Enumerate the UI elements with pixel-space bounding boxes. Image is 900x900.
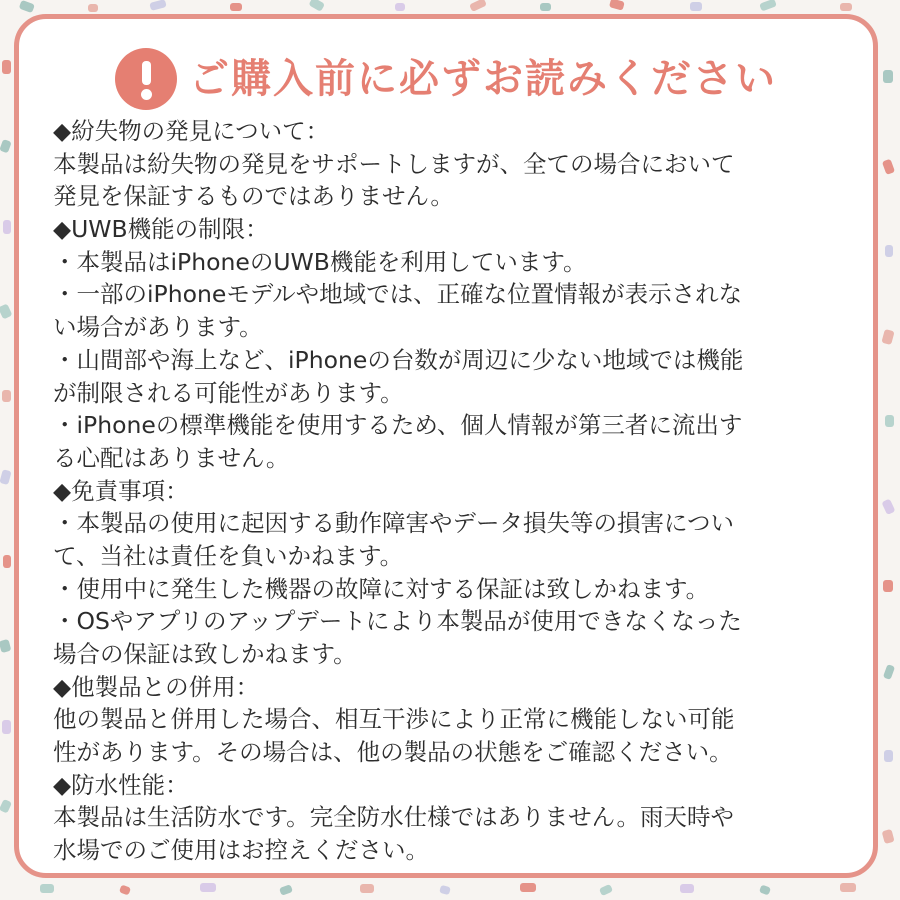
bullet-line: ・OSやアプリのアップデートにより本製品が使用できなくなった: [53, 607, 742, 636]
notice-title: ご購入前に必ずお読みください: [189, 56, 777, 102]
bullet-line: て、当社は責任を負いかねます。: [53, 541, 404, 570]
bullet-line: ・山間部や海上など、iPhoneの台数が周辺に少ない地域では機能: [53, 345, 744, 374]
bullet-line: ・一部のiPhoneモデルや地域では、正確な位置情報が表示されな: [53, 280, 743, 309]
bullet-line: 場合の保証は致しかねます。: [53, 640, 357, 668]
body-line: 性があります。その場合は、他の製品の状態をご確認ください。: [53, 738, 733, 767]
section-heading-combined-use: ◆他製品との併用：: [53, 672, 260, 701]
bullet-line: い場合があります。: [53, 313, 263, 342]
bullet-line: ・本製品はiPhoneのUWB機能を利用しています。: [53, 247, 587, 276]
body-line: 水場でのご使用はお控えください。: [53, 836, 429, 865]
body-line: 他の製品と併用した場合、相互干渉により正常に機能しない可能: [53, 705, 735, 734]
notice-header: [19, 47, 873, 111]
section-heading-lost-item: ◆紛失物の発見について：: [53, 117, 330, 145]
notice-card: [14, 14, 878, 878]
bullet-line: が制限される可能性があります。: [53, 378, 404, 407]
body-line: 本製品は紛失物の発見をサポートしますが、全ての場合において: [53, 149, 735, 178]
bullet-line: ・本製品の使用に起因する動作障害やデータ損失等の損害につい: [53, 509, 735, 538]
bullet-line: る心配はありません。: [53, 443, 290, 472]
body-line: 本製品は生活防水です。完全防水仕様ではありません。雨天時や: [53, 803, 735, 832]
section-heading-disclaimer: ◆免責事項：: [53, 476, 189, 505]
notice-body: [53, 115, 853, 867]
section-heading-waterproof: ◆防水性能：: [53, 770, 189, 799]
bullet-line: ・使用中に発生した機器の故障に対する保証は致しかねます。: [53, 574, 710, 603]
body-line: 発見を保証するものではありません。: [53, 182, 454, 211]
section-heading-uwb: ◆UWB機能の制限：: [53, 215, 269, 244]
bullet-line: ・iPhoneの標準機能を使用するため、個人情報が第三者に流出す: [53, 411, 743, 440]
exclamation-icon: [115, 48, 177, 110]
